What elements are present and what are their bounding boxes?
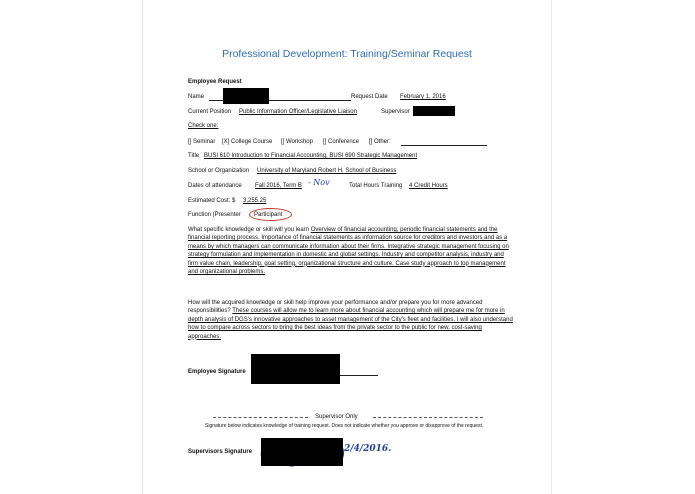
cost-value: 3,255.25	[243, 198, 267, 204]
request-date-label: Request Date	[351, 94, 388, 100]
option-college-course: [X] College Course	[222, 139, 273, 145]
improve-paragraph	[188, 299, 513, 341]
improve-question: How will the acquired knowledge or skill help improve your performance and/or prepare you for more advanced responsibilities?	[188, 300, 483, 315]
employee-signature-line	[340, 375, 378, 376]
form-title: Professional Development: Training/Seminar Request	[222, 48, 472, 60]
option-workshop: [] Workshop	[281, 139, 313, 145]
dates-handwritten: - Nov	[308, 178, 330, 187]
knowledge-answer: Overview of financial accounting, periodic financial statements and the financial reporting process. Importance of financial statements as information source for creditors and investors and as a means by which managers can communicate information about their firms. Integrative strategic management focusing on strategy formulation and implementation in domestic and global settings. Industry and competitor analysis, industry and firm value chain, leadership, goal setting, organizational structure and culture. Case study approach to top management and organizational problems.	[188, 227, 509, 276]
knowledge-paragraph	[188, 226, 513, 276]
supervisor-signature-date: 2/4/2016.	[344, 444, 392, 454]
hours-value: 4 Credit Hours	[409, 183, 448, 189]
hours-label: Total Hours Training	[349, 183, 403, 189]
option-conference: [] Conference	[323, 139, 360, 145]
dates-label: Dates of attendance	[188, 183, 242, 189]
course-title-value: BUSI 610 Introduction to Financial Accounting, BUSI 690 Strategic Management	[204, 153, 418, 159]
supervisor-signature-label: Supervisors Signature	[188, 449, 253, 455]
divider-right	[373, 417, 483, 418]
form-page	[143, 0, 551, 494]
school-value: University of Maryland Robert H. School of Business	[257, 168, 397, 174]
other-line	[401, 145, 487, 146]
request-date-value: February 1, 2016	[400, 94, 446, 100]
divider-left	[213, 417, 308, 418]
employee-signature-label: Employee Signature	[188, 369, 246, 375]
check-one-label: Check one:	[188, 123, 219, 129]
knowledge-question: What specific knowledge or skill will you learn	[188, 227, 310, 233]
option-seminar: [] Seminar	[188, 139, 216, 145]
supervisor-only-label: Supervisor Only	[315, 414, 358, 420]
current-position-label: Current Position	[188, 109, 232, 115]
employee-request-heading: Employee Request	[188, 79, 242, 85]
participant-circle	[249, 208, 292, 221]
supervisor-label: Supervisor	[381, 109, 410, 115]
dates-value: Fall 2016, Term B	[255, 183, 302, 189]
current-position-value: Public Information Officer/Legislative Liaison	[239, 109, 357, 115]
supervisor-note: Signature below indicates knowledge of training request. Does not indicate whether you approve or disapprove of the request.	[205, 423, 484, 429]
option-other: [] Other:	[369, 139, 391, 145]
supervisor-signature-redaction	[261, 438, 343, 466]
function-selected: Participant	[254, 212, 283, 218]
improve-answer: These courses will allow me to learn more about financial accounting which will prepare me for more in depth analysis of DGS's innovative approaches to asset management of the City's fleet and facilities. I will also understand how to compare across sectors to bring the best ideas from the private sector to the public for new, cost-saving approaches.	[188, 308, 513, 340]
supervisor-redaction	[413, 106, 455, 116]
name-label: Name	[188, 94, 205, 100]
employee-signature-redaction	[251, 354, 340, 384]
name-redaction	[223, 88, 269, 104]
cost-label: Estimated Cost: $	[188, 198, 236, 204]
school-label: School or Organization	[188, 168, 250, 174]
course-title-label: Title	[188, 153, 200, 159]
function-label: Function (Presenter	[188, 212, 241, 218]
